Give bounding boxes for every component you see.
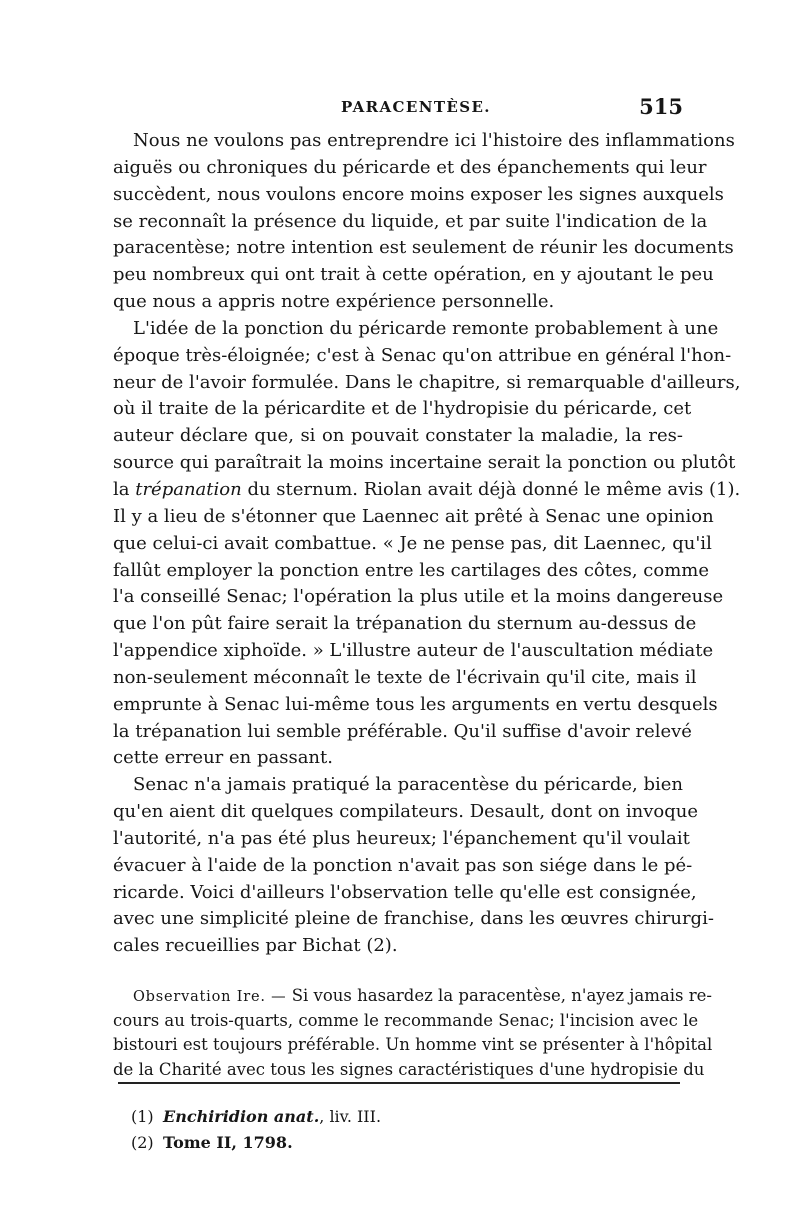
- observation-text: Si vous hasardez la paracentèse, n'ayez jamais re-: [286, 986, 712, 1005]
- text-line: peu nombreux qui ont trait à cette opération, en y ajoutant le peu: [113, 264, 714, 286]
- observation-first-line: [113, 984, 712, 1009]
- text-line: avec une simplicité pleine de franchise, dans les œuvres chirurgi-: [113, 908, 714, 930]
- text-line: évacuer à l'aide de la ponction n'avait pas son siége dans le pé-: [113, 854, 693, 876]
- text-line: se reconnaît la présence du liquide, et par suite l'indication de la: [113, 210, 708, 232]
- footnote-text: Tome II, 1798.: [163, 1133, 293, 1152]
- footnote-title: Enchiridion anat.: [163, 1107, 320, 1126]
- observation-heading: Observation Ire. —: [133, 989, 287, 1005]
- text-line: que l'on pût faire serait la trépanation du sternum au-dessus de: [113, 613, 697, 635]
- text-line: que celui-ci avait combattue. « Je ne pense pas, dit Laennec, qu'il: [113, 532, 712, 554]
- paragraph: [113, 772, 714, 960]
- text-line: que nous a appris notre expérience personnelle.: [113, 291, 555, 313]
- paragraph: [113, 316, 741, 772]
- text-line: auteur déclare que, si on pouvait constater la maladie, la res-: [113, 425, 683, 447]
- text-line: Il y a lieu de s'étonner que Laennec ait prêté à Senac une opinion: [113, 505, 714, 527]
- text-line: où il traite de la péricardite et de l'hydropisie du péricarde, cet: [113, 398, 692, 420]
- text-line: bistouri est toujours préférable. Un homme vint se présenter à l'hôpital: [113, 1035, 713, 1054]
- text-line: l'appendice xiphoïde. » L'illustre auteur de l'auscultation médiate: [113, 640, 714, 662]
- text-line: L'idée de la ponction du péricarde remonte probablement à une: [133, 317, 719, 339]
- text-line: neur de l'avoir formulée. Dans le chapitre, si remarquable d'ailleurs,: [113, 371, 741, 393]
- footnote-number: (2): [131, 1133, 154, 1152]
- text-line: époque très-éloignée; c'est à Senac qu'on attribue en général l'hon-: [113, 344, 732, 366]
- paragraph: [113, 128, 735, 316]
- text-line: source qui paraîtrait la moins incertaine serait la ponction ou plutôt: [113, 452, 736, 474]
- text-line: cette erreur en passant.: [113, 747, 333, 769]
- text-line: la trépanation lui semble préférable. Qu'il suffise d'avoir relevé: [113, 720, 692, 742]
- line-prefix: la: [113, 478, 136, 500]
- footnote-number: (1): [131, 1107, 154, 1126]
- line-suffix: du sternum. Riolan avait déjà donné le même avis (1).: [241, 478, 741, 500]
- text-line: cours au trois-quarts, comme le recommande Senac; l'incision avec le: [113, 1010, 699, 1030]
- observation-block: [113, 984, 713, 1082]
- footnote-rule: [118, 1082, 680, 1084]
- text-line: de la Charité avec tous les signes caractéristiques d'une hydropisie du: [113, 1059, 705, 1079]
- text-line: fallût employer la ponction entre les cartilages des côtes, comme: [113, 559, 710, 581]
- footnote: [131, 1130, 691, 1156]
- page-header: [113, 92, 683, 122]
- text-line: qu'en aient dit quelques compilateurs. Desault, dont on invoque: [113, 801, 698, 823]
- text-line: paracentèse; notre intention est seulement de réunir les documents: [113, 237, 734, 259]
- text-line: emprunte à Senac lui-même tous les arguments en vertu desquels: [113, 693, 718, 715]
- footnotes: [131, 1104, 691, 1156]
- page-number: 515: [639, 94, 683, 119]
- body-text: [113, 128, 741, 960]
- text-line: Senac n'a jamais pratiqué la paracentèse du péricarde, bien: [133, 774, 683, 796]
- text-line: succèdent, nous voulons encore moins exposer les signes auxquels: [113, 183, 724, 205]
- text-line: Nous ne voulons pas entreprendre ici l'histoire des inflammations: [133, 130, 735, 151]
- running-title: PARACENTÈSE.: [341, 98, 491, 116]
- text-line: l'a conseillé Senac; l'opération la plus utile et la moins dangereuse: [113, 586, 724, 608]
- text-line: [113, 477, 741, 504]
- footnote-text: , liv. III.: [319, 1107, 382, 1126]
- text-line: cales recueillies par Bichat (2).: [113, 935, 398, 957]
- text-line: l'autorité, n'a pas été plus heureux; l'épanchement qu'il voulait: [113, 827, 690, 849]
- text-line: aiguës ou chroniques du péricarde et des épanchements qui leur: [113, 156, 707, 178]
- footnote: [131, 1104, 691, 1130]
- text-line: non-seulement méconnaît le texte de l'écrivain qu'il cite, mais il: [113, 666, 697, 688]
- italic-term: trépanation: [135, 478, 242, 500]
- text-line: ricarde. Voici d'ailleurs l'observation telle qu'elle est consignée,: [113, 881, 697, 903]
